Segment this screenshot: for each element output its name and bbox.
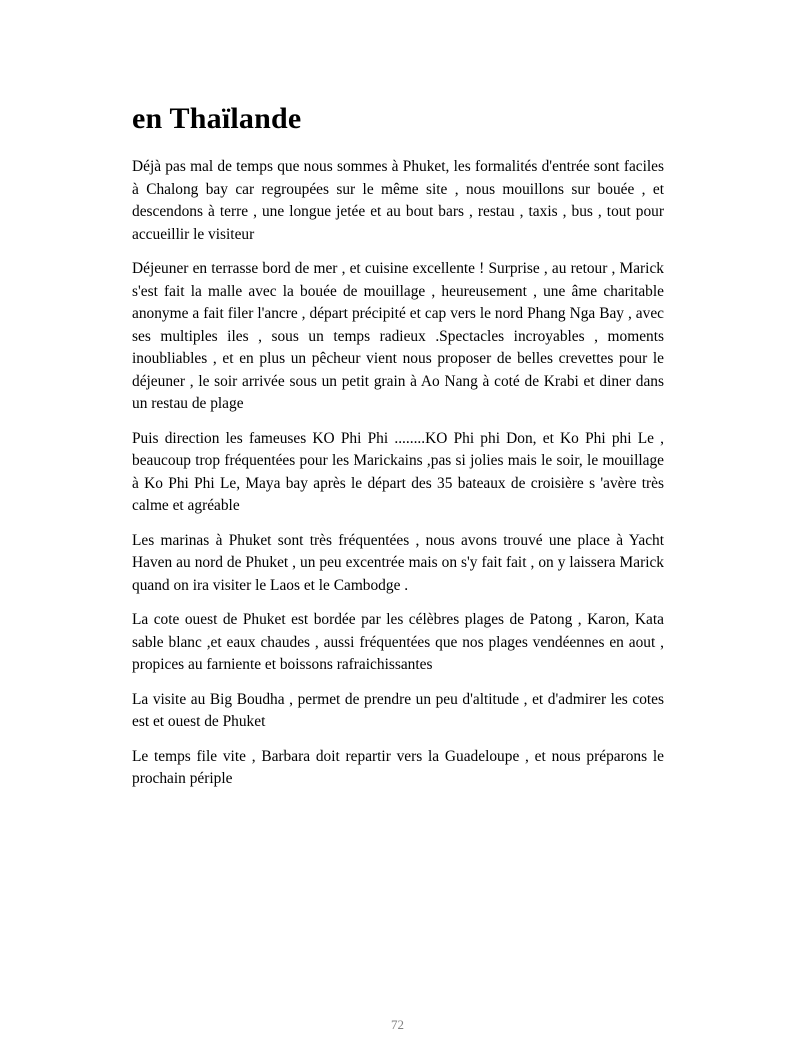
page-title: en Thaïlande [132,102,302,135]
paragraph-phuket-arrival: Déjà pas mal de temps que nous sommes à Phuket, les formalités d'entrée sont faciles à Chalong bay car regroupées sur le même site , nous mouillons sur bouée , et descendons à terre , une longue jetée et au bout bars , restau , taxis , bus , tout pour accueillir le visiteur [132,158,664,243]
paragraph-west-coast: La cote ouest de Phuket est bordée par les célèbres plages de Patong , Karon, Kata sable blanc ,et eaux chaudes , aussi fréquentées que nos plages vendéennes en aout , propices au farniente et boissons rafraichissantes [132,611,664,673]
paragraph-ko-phi-phi: Puis direction les fameuses KO Phi Phi ........KO Phi phi Don, et Ko Phi phi Le , beaucoup trop fréquentées pour les Marickains ,pas si jolies mais le soir, le mouillage à Ko Phi Phi Le, Maya bay après le départ des 35 bateaux de croisière s 'avère très calme et agréable [132,429,664,514]
paragraph-big-boudha: La visite au Big Boudha , permet de prendre un peu d'altitude , et d'admirer les cotes est et ouest de Phuket [132,690,664,730]
paragraph-marinas: Les marinas à Phuket sont très fréquentées , nous avons trouvé une place à Yacht Haven au nord de Phuket , un peu excentrée mais on s'y fait fait , on y laissera Marick quand on ira visiter le Laos et le Cambodge . [132,531,664,594]
paragraph-next-trip: Le temps file vite , Barbara doit repartir vers la Guadeloupe , et nous préparons le prochain périple [132,747,664,787]
page-number: 72 [391,1017,404,1032]
paragraph-phang-nga-bay: Déjeuner en terrasse bord de mer , et cuisine excellente ! Surprise , au retour , Marick s'est fait la malle avec la bouée de mouillage , heureusement , une âme charitable anonyme a fait filer l'ancre , départ précipité et cap vers le nord Phang Nga Bay , avec ses multiples iles , sous un temps radieux .Spectacles incroyables , moments inoubliables , et en plus un pêcheur vient nous proposer de belles crevettes pour le déjeuner , le soir arrivée sous un petit grain à Ao Nang à coté de Krabi et diner dans un restau de plage [132,260,664,412]
body-text [132,156,664,803]
